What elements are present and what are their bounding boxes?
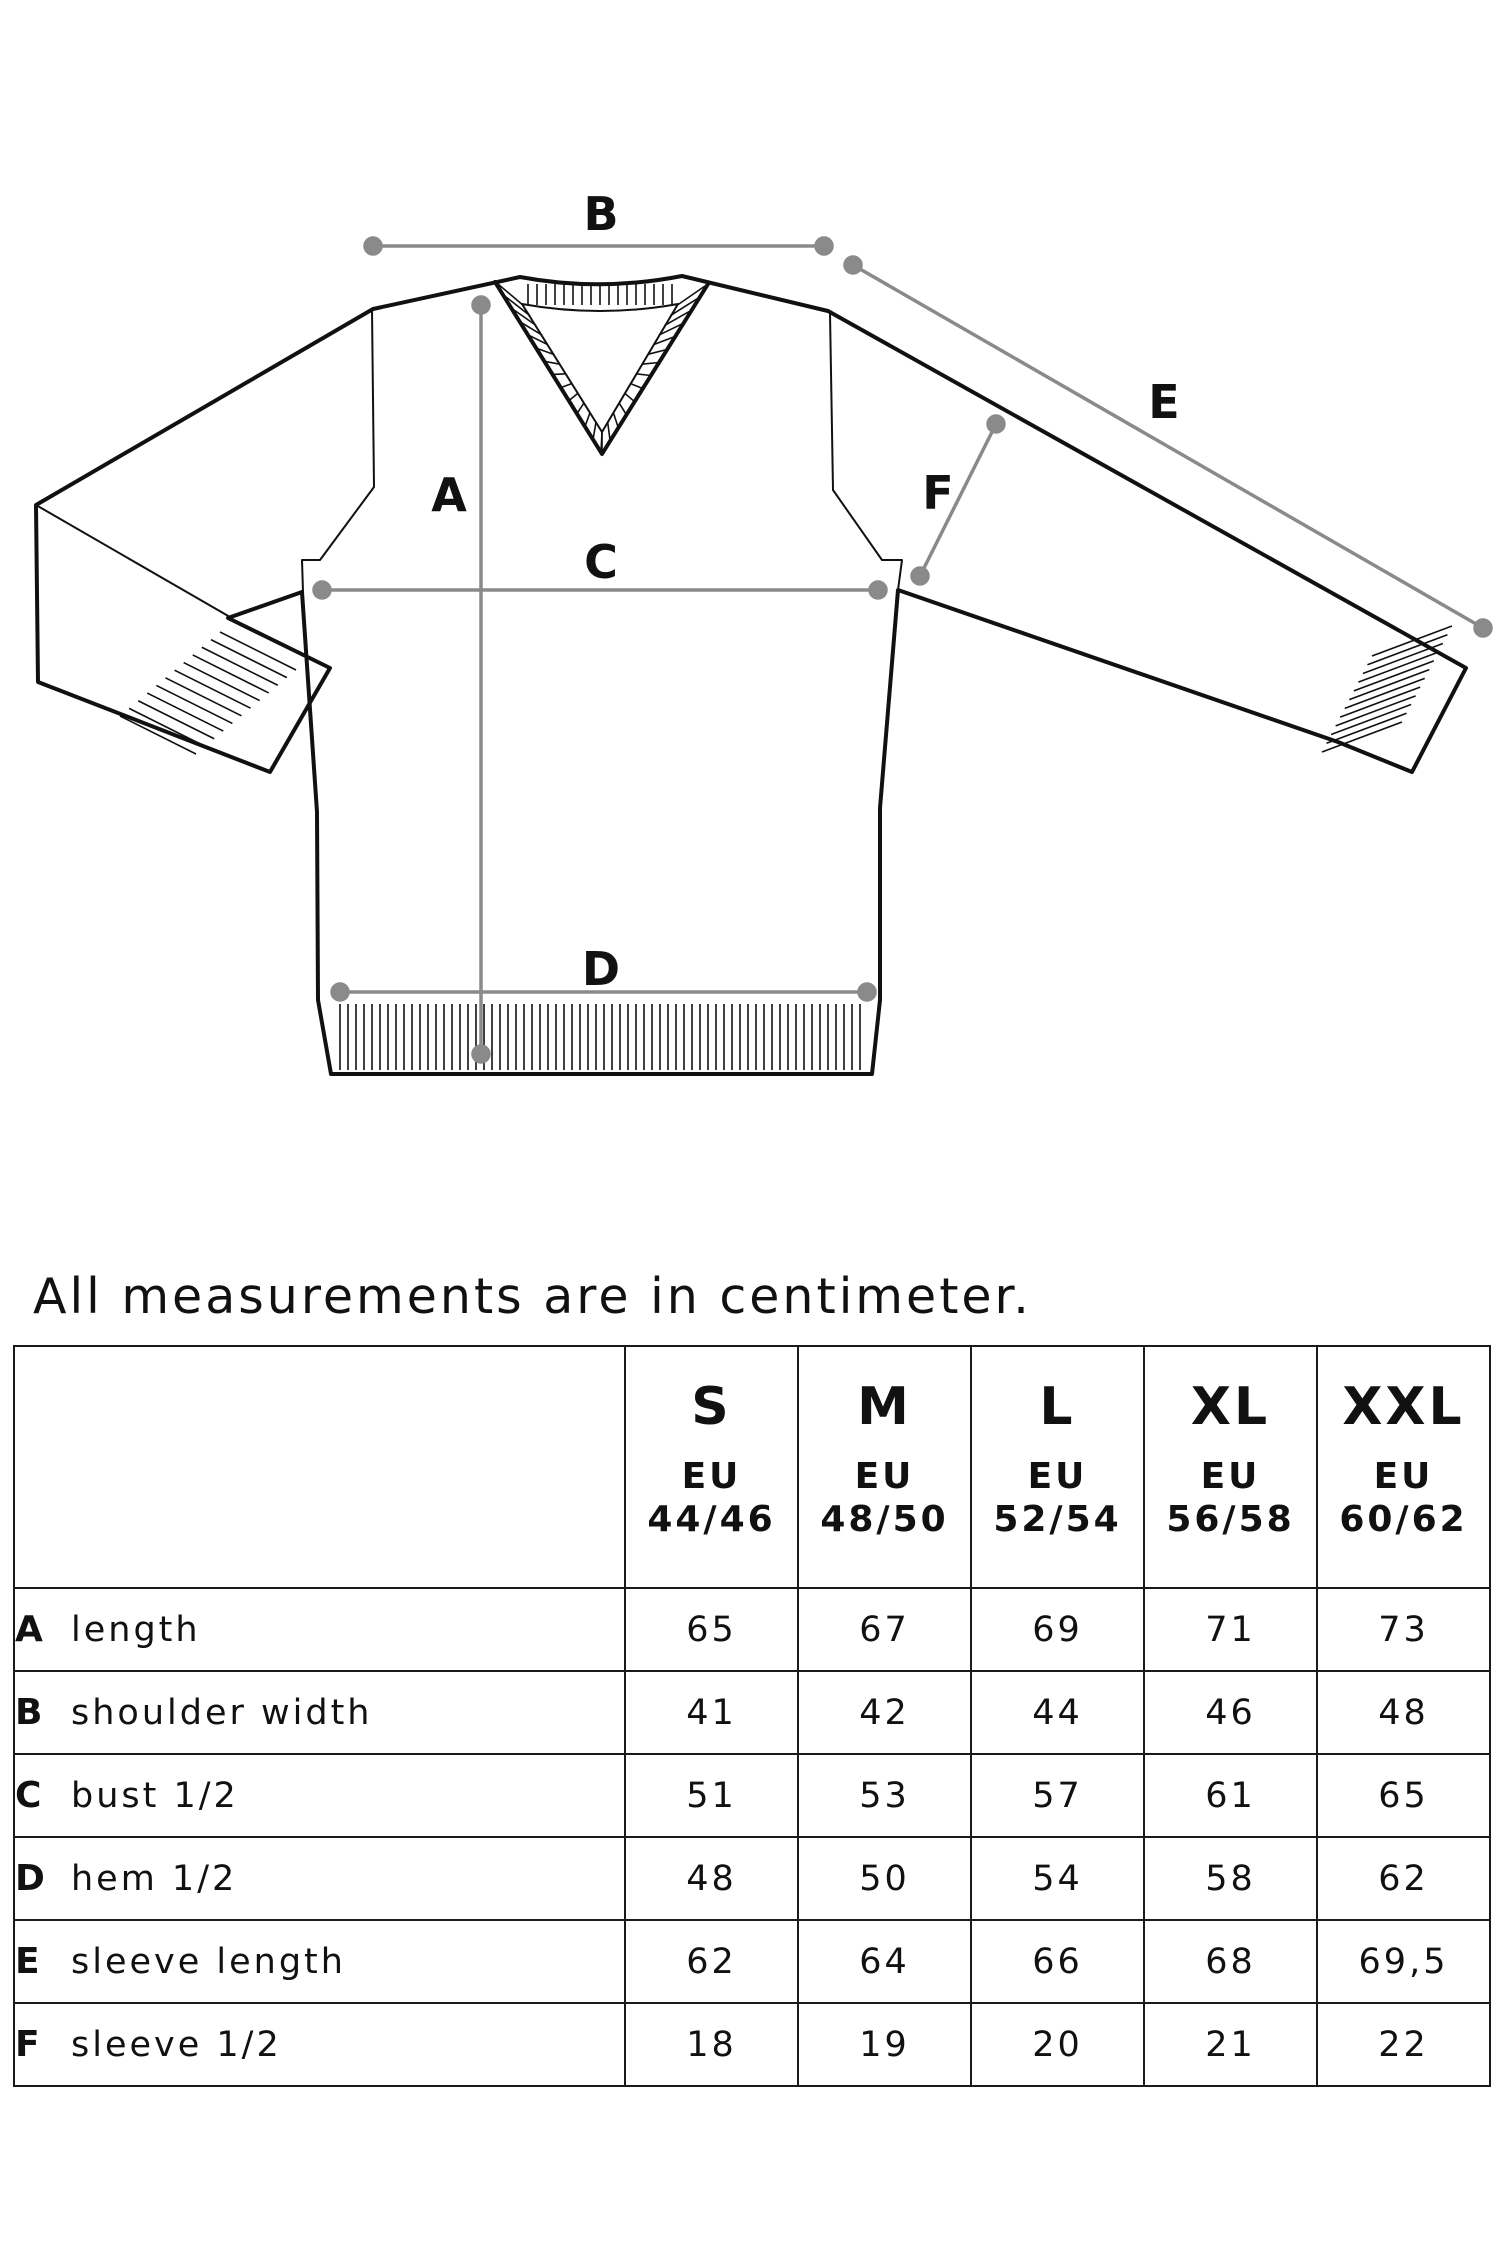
size-eu-label: EU [1027, 1456, 1088, 1497]
rib-stitch [1340, 687, 1420, 717]
rib-stitch [553, 374, 566, 375]
value-cell: 64 [798, 1920, 971, 2003]
table-row [14, 1588, 1490, 1671]
size-table-body [14, 1588, 1490, 2086]
rib-stitch [175, 670, 251, 708]
size-header-row [14, 1346, 1490, 1588]
value-cell: 58 [1144, 1837, 1317, 1920]
size-code: XXL [1342, 1377, 1465, 1437]
value-cell: 73 [1317, 1588, 1490, 1671]
row-name: shoulder width [71, 1693, 373, 1733]
rib-stitch [593, 422, 596, 439]
rib-stitch [138, 701, 214, 739]
row-letter: A [15, 1609, 46, 1650]
measure-dot-d-start [332, 984, 348, 1000]
value-cell: 66 [971, 1920, 1144, 2003]
size-eu-range: 56/58 [1166, 1499, 1295, 1540]
row-label-cell [14, 1588, 625, 1671]
label-f: F [922, 466, 954, 520]
value-cell: 67 [798, 1588, 971, 1671]
measure-dot-c-start [314, 582, 330, 598]
rib-stitch [1336, 696, 1416, 726]
size-eu [1318, 1455, 1489, 1541]
units-note: All measurements are in centimeter. [33, 1268, 1032, 1325]
table-row [14, 2003, 1490, 2086]
size-header-m [798, 1346, 971, 1588]
size-eu [799, 1455, 970, 1541]
value-cell: 20 [971, 2003, 1144, 2086]
value-cell: 65 [625, 1588, 798, 1671]
value-cell: 48 [1317, 1671, 1490, 1754]
sweater-silhouette [36, 276, 1466, 1074]
value-cell: 22 [1317, 2003, 1490, 2086]
rib-stitch [585, 413, 590, 427]
row-label-cell [14, 1837, 625, 1920]
rib-stitch [561, 384, 572, 388]
row-letter: B [15, 1692, 46, 1733]
row-letter: C [15, 1775, 45, 1816]
rib-stitch [1331, 705, 1411, 735]
row-name: bust 1/2 [71, 1776, 239, 1816]
row-label-cell [14, 1920, 625, 2003]
rib-stitch [220, 632, 296, 670]
label-e: E [1148, 375, 1180, 429]
size-eu-range: 52/54 [993, 1499, 1122, 1540]
rib-stitch [129, 708, 205, 746]
value-cell: 69 [971, 1588, 1144, 1671]
left-armhole-seam [302, 310, 374, 592]
row-letter: E [15, 1941, 43, 1982]
measure-dot-a-end [473, 1046, 489, 1062]
value-cell: 62 [1317, 1837, 1490, 1920]
size-code: S [691, 1377, 732, 1437]
size-eu [1145, 1455, 1316, 1541]
measure-dot-d-end [859, 984, 875, 1000]
measure-line-e [853, 265, 1483, 628]
size-eu-label: EU [1200, 1456, 1261, 1497]
size-chart-table [13, 1345, 1491, 2087]
table-row [14, 1754, 1490, 1837]
row-name: sleeve length [71, 1942, 346, 1982]
rib-stitch [202, 647, 278, 685]
value-cell: 62 [625, 1920, 798, 2003]
rib-stitch [1322, 722, 1402, 752]
value-cell: 51 [625, 1754, 798, 1837]
rib-stitch [184, 663, 260, 701]
size-header-l [971, 1346, 1144, 1588]
size-code: L [1039, 1377, 1076, 1437]
rib-stitch [1358, 652, 1438, 682]
rib-stitch [165, 678, 241, 716]
row-label-cell [14, 2003, 625, 2086]
size-eu-range: 60/62 [1339, 1499, 1468, 1540]
value-cell: 65 [1317, 1754, 1490, 1837]
value-cell: 44 [971, 1671, 1144, 1754]
size-eu-range: 44/46 [647, 1499, 776, 1540]
value-cell: 46 [1144, 1671, 1317, 1754]
measure-dot-b-start [365, 238, 381, 254]
value-cell: 42 [798, 1671, 971, 1754]
value-cell: 53 [798, 1754, 971, 1837]
rib-stitch [211, 640, 287, 678]
size-header-s [625, 1346, 798, 1588]
rib-stitch [619, 403, 626, 414]
size-header-xl [1144, 1346, 1317, 1588]
rib-stitch [625, 393, 634, 401]
rib-stitch [1363, 643, 1443, 673]
value-cell: 41 [625, 1671, 798, 1754]
sweater-outline [36, 276, 1466, 1074]
label-b: B [583, 187, 619, 241]
value-cell: 61 [1144, 1754, 1317, 1837]
left-sleeve-seam [36, 505, 230, 617]
value-cell: 18 [625, 2003, 798, 2086]
table-row [14, 1920, 1490, 2003]
size-code: XL [1190, 1377, 1271, 1437]
value-cell: 57 [971, 1754, 1144, 1837]
rib-stitch [1345, 678, 1425, 708]
value-cell: 69,5 [1317, 1920, 1490, 2003]
sweater-body-outline [229, 276, 1466, 1072]
rib-stitch [613, 413, 617, 427]
row-label-cell [14, 1754, 625, 1837]
size-eu-label: EU [1373, 1456, 1434, 1497]
size-code: M [857, 1377, 912, 1437]
rib-stitch [1327, 713, 1407, 743]
rib-stitch [577, 403, 584, 413]
table-row [14, 1671, 1490, 1754]
table-row [14, 1837, 1490, 1920]
rib-stitch [1349, 670, 1429, 700]
rib-knit-hatching [120, 284, 1452, 1070]
size-eu-label: EU [681, 1456, 742, 1497]
rib-stitch [1354, 661, 1434, 691]
size-header-xxl [1317, 1346, 1490, 1588]
measure-dot-a-start [473, 297, 489, 313]
value-cell: 71 [1144, 1588, 1317, 1671]
measure-dot-e-start [845, 257, 861, 273]
size-eu [626, 1455, 797, 1541]
header-empty-cell [14, 1346, 625, 1588]
measure-dot-e-end [1475, 620, 1491, 636]
size-eu-range: 48/50 [820, 1499, 949, 1540]
measure-dot-f-start [912, 568, 928, 584]
value-cell: 19 [798, 2003, 971, 2086]
value-cell: 50 [798, 1837, 971, 1920]
value-cell: 48 [625, 1837, 798, 1920]
row-label-cell [14, 1671, 625, 1754]
value-cell: 21 [1144, 2003, 1317, 2086]
row-name: hem 1/2 [71, 1859, 238, 1899]
label-a: A [431, 468, 467, 522]
value-cell: 68 [1144, 1920, 1317, 2003]
value-cell: 54 [971, 1837, 1144, 1920]
right-armhole-seam [830, 313, 902, 590]
row-name: length [71, 1610, 201, 1650]
label-d: D [581, 942, 621, 996]
rib-stitch [569, 393, 578, 400]
size-eu [972, 1455, 1143, 1541]
size-eu-label: EU [854, 1456, 915, 1497]
rib-stitch [156, 685, 232, 723]
rib-stitch [120, 716, 196, 754]
rib-stitch [636, 374, 649, 376]
row-letter: D [15, 1858, 48, 1899]
rib-stitch [193, 655, 269, 693]
rib-stitch [630, 384, 641, 389]
rib-stitch [608, 422, 610, 439]
row-letter: F [15, 2024, 43, 2065]
measure-dot-b-end [816, 238, 832, 254]
measure-dot-f-end [988, 416, 1004, 432]
row-name: sleeve 1/2 [71, 2025, 282, 2065]
measure-lines [314, 238, 1491, 1062]
measure-dot-c-end [870, 582, 886, 598]
label-c: C [584, 535, 618, 589]
rib-stitch [147, 693, 223, 731]
